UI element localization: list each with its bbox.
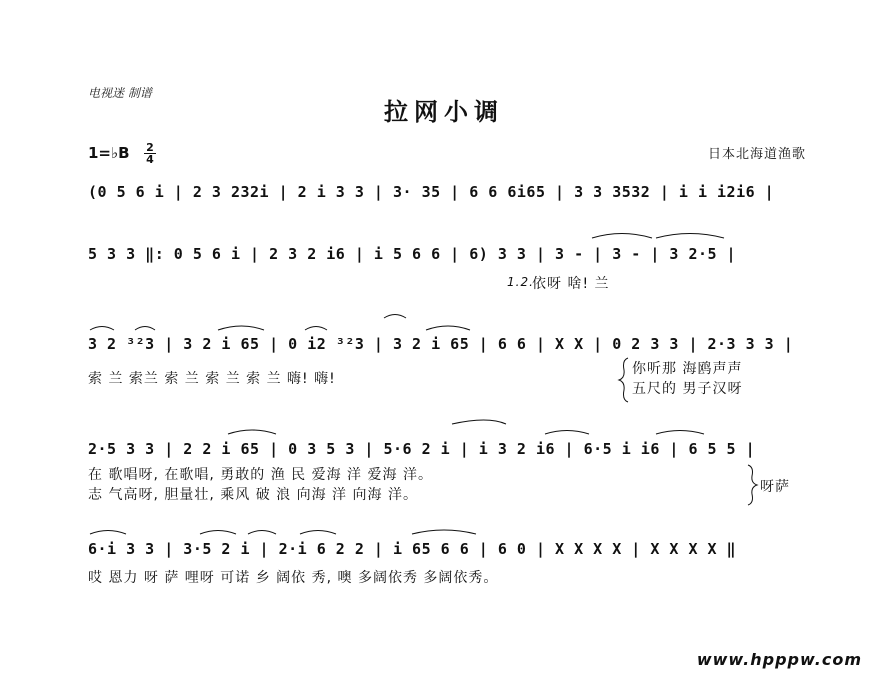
time-signature-top: 2: [146, 141, 154, 154]
slur-mark: [90, 531, 126, 535]
slur-mark: [228, 430, 276, 434]
slur-mark: [135, 327, 155, 331]
slur-mark: [248, 531, 276, 535]
slur-mark: [305, 327, 327, 331]
lyric-line-2: 依呀 啥! 兰: [532, 276, 610, 292]
slur-mark: [200, 531, 236, 535]
slur-mark: [300, 531, 336, 535]
slur-mark: [218, 326, 264, 330]
notation-line-3: 3 2 ³²3 | 3 2 i 65 | 0 i2 ³²3 | 3 2 i 65 | 6 6 | X X | 0 2 3 3 | 2·3 3 3 |: [88, 335, 794, 353]
key-signature: 1=♭B: [88, 144, 130, 162]
slur-mark: [656, 431, 704, 435]
slur-mark: [426, 326, 470, 330]
slur-mark: [452, 420, 506, 424]
arranger-credit: 电视迷 制谱: [88, 86, 152, 100]
website-watermark: www.hpppw.com: [696, 650, 862, 669]
notation-line-1: (0 5 6 i | 2 3 232i | 2 i 3 3 | 3· 35 | 6 6 6i65 | 3 3 3532 | i i i2i6 |: [88, 183, 775, 201]
lyric-line-4-tail: 呀萨: [760, 479, 790, 495]
notation-line-5: 6·i 3 3 | 3·5 2 i | 2·i 6 2 2 | i 65 6 6 | 6 0 | X X X X | X X X X ‖: [88, 540, 737, 558]
brace-mark: [748, 465, 757, 505]
tie-mark: [592, 234, 652, 239]
time-signature-bottom: 4: [146, 153, 154, 166]
brace-mark: [619, 358, 628, 402]
notation-line-4: 2·5 3 3 | 2 2 i 65 | 0 3 5 3 | 5·6 2 i | i 3 2 i6 | 6·5 i i6 | 6 5 5 |: [88, 440, 756, 458]
slur-mark: [545, 431, 589, 435]
song-source: 日本北海道渔歌: [707, 147, 806, 162]
tie-mark: [656, 234, 724, 239]
lyric-line-4-verse1: 在 歌唱呀, 在歌唱, 勇敢的 渔 民 爱海 洋 爱海 洋。: [88, 467, 433, 483]
slur-mark: [90, 327, 114, 331]
lyric-line-3-verse2: 五尺的 男子汉呀: [632, 381, 743, 397]
slur-mark: [384, 315, 406, 319]
lyric-line-3: 索 兰 索兰 索 兰 索 兰 索 兰 嗨! 嗨!: [88, 371, 336, 387]
song-title: 拉网小调: [384, 97, 504, 126]
volta-mark: 1.2.: [507, 275, 534, 289]
lyric-line-3-verse1: 你听那 海鸥声声: [632, 361, 743, 377]
lyric-line-5: 哎 恩力 呀 萨 哩呀 可诺 乡 阔依 秀, 噢 多阔依秀 多阔依秀。: [88, 570, 499, 586]
lyric-line-4-verse2: 志 气高呀, 胆量壮, 乘风 破 浪 向海 洋 向海 洋。: [88, 487, 418, 503]
notation-line-2: 5 3 3 ‖: 0 5 6 i | 2 3 2 i6 | i 5 6 6 | 6) 3 3 | 3 - | 3 - | 3 2·5 |: [88, 245, 737, 263]
slur-mark: [412, 530, 476, 534]
